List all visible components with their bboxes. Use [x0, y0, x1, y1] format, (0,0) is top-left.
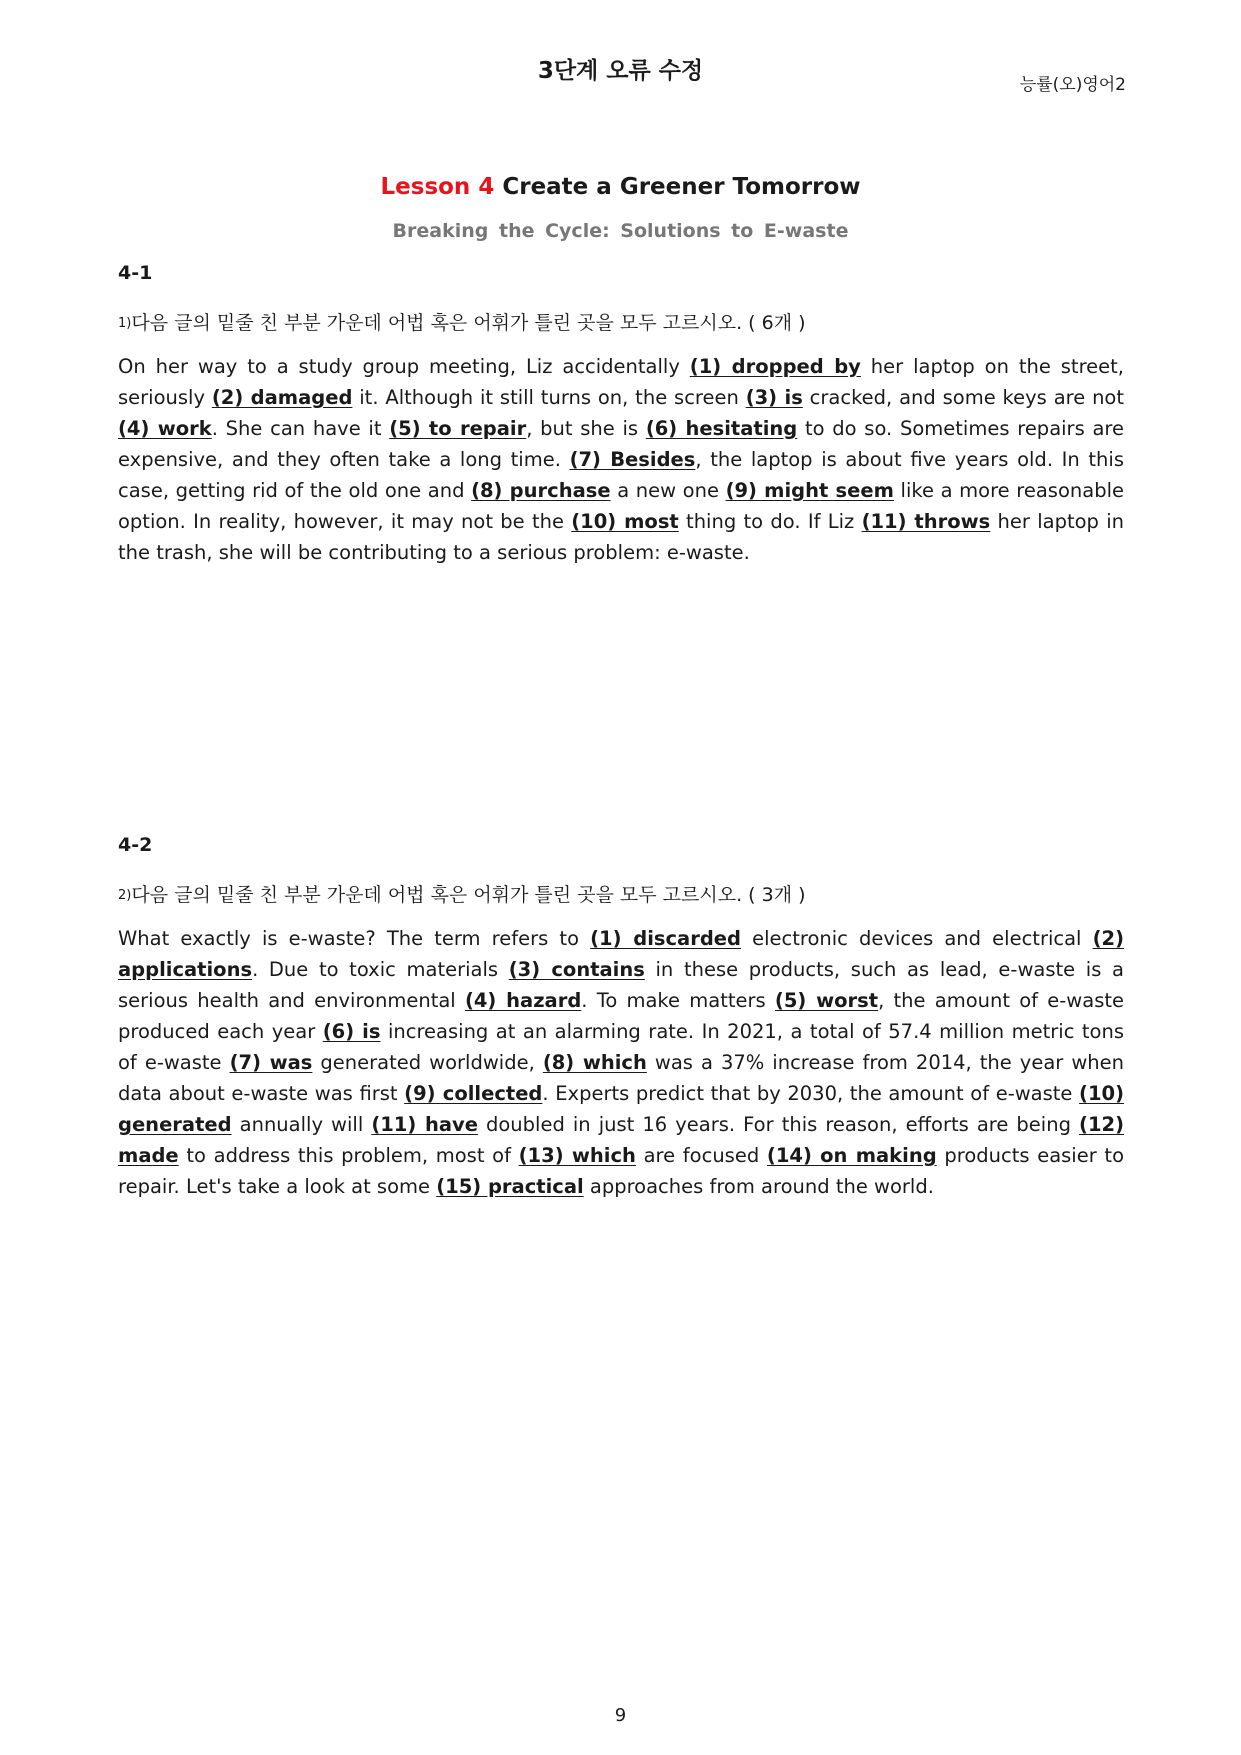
- underlined-choice: (11) throws: [861, 510, 991, 533]
- passage-text: increasing at an alarming rate. In 2021, a total of 57.4 million metric tons of e-waste: [118, 1020, 1124, 1074]
- underlined-choice: (15) practical: [436, 1175, 584, 1198]
- underlined-choice: (4) hazard: [464, 989, 582, 1012]
- underlined-choice: (9) collected: [404, 1082, 543, 1105]
- underlined-choice: (10) generated: [118, 1082, 1125, 1136]
- question-instruction: [118, 308, 1124, 335]
- passage: [118, 351, 1124, 568]
- underlined-choice: (3) contains: [508, 958, 645, 981]
- underlined-choice: (5) worst: [774, 989, 879, 1012]
- underlined-choice: (3) is: [745, 386, 803, 409]
- section-4-2: [118, 834, 1124, 1202]
- underlined-choice: (1) discarded: [590, 927, 741, 950]
- page-title: 3단계 오류 수정: [537, 58, 704, 84]
- passage-text: doubled in just 16 years. For this reason, efforts are being: [477, 1113, 1080, 1136]
- question-number: 1): [118, 316, 132, 331]
- passage-text: thing to do. If Liz: [678, 510, 862, 533]
- underlined-choice: (2) applications: [118, 927, 1124, 981]
- underlined-choice: (13) which: [518, 1144, 636, 1167]
- underlined-choice: (12) made: [118, 1113, 1124, 1167]
- passage-text: , but she is: [526, 417, 646, 440]
- passage-text: . Due to toxic materials: [252, 958, 509, 981]
- passage-text: her laptop in the trash, she will be contributing to a serious problem: e-waste.: [118, 510, 1124, 564]
- underlined-choice: (8) purchase: [471, 479, 611, 502]
- underlined-choice: (6) hesitating: [645, 417, 798, 440]
- question-instruction: [118, 880, 1124, 907]
- section-label: 4-1: [118, 262, 153, 284]
- underlined-choice: (9) might seem: [725, 479, 894, 502]
- passage-text: . Experts predict that by 2030, the amount of e-waste: [542, 1082, 1080, 1105]
- passage-text: her laptop on the street, seriously: [118, 355, 1125, 409]
- underlined-choice: (8) which: [542, 1051, 647, 1074]
- passage-text: annually will: [231, 1113, 372, 1136]
- underlined-choice: (14) on making: [766, 1144, 937, 1167]
- underlined-choice: (10) most: [571, 510, 679, 533]
- underlined-choice: (11) have: [371, 1113, 478, 1136]
- underlined-choice: (7) Besides: [569, 448, 696, 471]
- passage-text: , the amount of e-waste produced each year: [118, 989, 1124, 1043]
- instruction-text: 다음 글의 밑줄 친 부분 가운데 어법 혹은 어휘가 틀린 곳을 모두 고르시오. ( 3개 ): [131, 884, 806, 906]
- question-number: 2): [118, 888, 132, 903]
- passage-text: are focused: [635, 1144, 767, 1167]
- page-number: 9: [614, 1705, 627, 1726]
- passage-text: , the laptop is about five years old. In this case, getting rid of the old one and: [118, 448, 1124, 502]
- underlined-choice: (7) was: [229, 1051, 313, 1074]
- underlined-choice: (2) damaged: [211, 386, 353, 409]
- passage-text: electronic devices and electrical: [740, 927, 1093, 950]
- instruction-text: 다음 글의 밑줄 친 부분 가운데 어법 혹은 어휘가 틀린 곳을 모두 고르시오. ( 6개 ): [131, 312, 806, 334]
- lesson-subtitle: Breaking the Cycle: Solutions to E-waste: [392, 220, 849, 242]
- passage-text: it. Although it still turns on, the screen: [352, 386, 746, 409]
- underlined-choice: (4) work: [118, 417, 212, 440]
- passage-text: . To make matters: [581, 989, 775, 1012]
- underlined-choice: (5) to repair: [389, 417, 527, 440]
- section-4-1: [118, 262, 1124, 568]
- passage-text: to do so. Sometimes repairs are expensive, and they often take a long time.: [118, 417, 1124, 471]
- passage-text: approaches from around the world.: [583, 1175, 934, 1198]
- passage-text: was a 37% increase from 2014, the year when data about e-waste was first: [118, 1051, 1124, 1105]
- passage-text: What exactly is e-waste? The term refers to: [118, 927, 591, 950]
- passage-text: . She can have it: [211, 417, 390, 440]
- passage-text: products easier to repair. Let's take a look at some: [118, 1144, 1124, 1198]
- lesson-heading: [0, 174, 1241, 200]
- section-label: 4-2: [118, 834, 153, 856]
- passage-text: a new one: [610, 479, 726, 502]
- underlined-choice: (6) is: [322, 1020, 381, 1043]
- lesson-number: Lesson 4: [380, 174, 495, 200]
- lesson-title: Create a Greener Tomorrow: [502, 174, 861, 200]
- passage-text: like a more reasonable option. In reality, however, it may not be the: [118, 479, 1124, 533]
- passage-text: generated worldwide,: [312, 1051, 543, 1074]
- underlined-choice: (1) dropped by: [689, 355, 861, 378]
- passage: [118, 923, 1124, 1202]
- passage-text: in these products, such as lead, e-waste is a serious health and environmental: [118, 958, 1124, 1012]
- textbook-label: 능률(오)영어2: [1019, 75, 1126, 95]
- passage-text: to address this problem, most of: [178, 1144, 519, 1167]
- passage-text: On her way to a study group meeting, Liz accidentally: [118, 355, 690, 378]
- passage-text: cracked, and some keys are not: [802, 386, 1125, 409]
